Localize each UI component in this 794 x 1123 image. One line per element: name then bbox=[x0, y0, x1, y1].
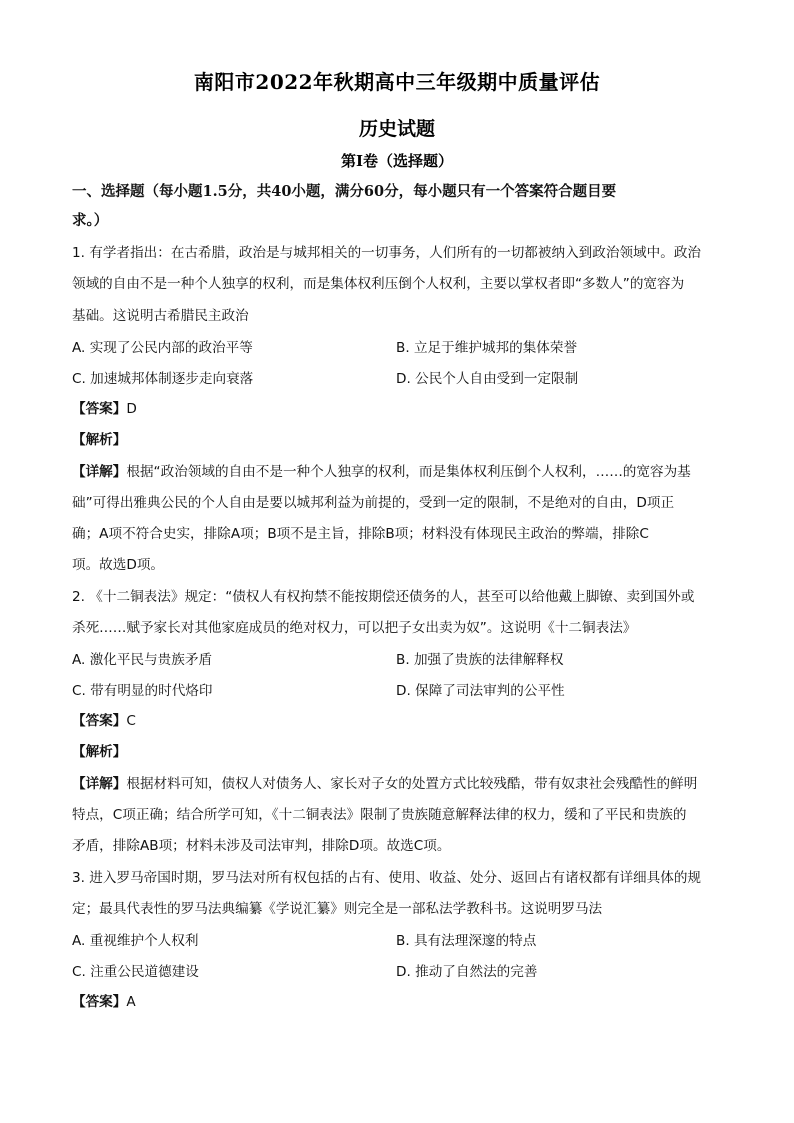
q3-stem-line-1: 3. 进入罗马帝国时期，罗马法对所有权包括的占有、使用、收益、处分、返回占有诸权都有详细具体的规 bbox=[72, 870, 702, 886]
q3-option-c: C. 注重公民道德建设 bbox=[72, 964, 199, 980]
q1-detail-text-1: 根据“政治领域的自由不是一种个人独享的权利，而是集体权利压倒个人权利，……的宽容为基 bbox=[126, 464, 691, 480]
q3-answer-tag: 【答案】 bbox=[72, 994, 127, 1010]
q1-answer bbox=[72, 399, 722, 419]
section-heading-line-1: 一、选择题（每小题1.5分，共40小题，满分60分，每小题只有一个答案符合题目要 bbox=[72, 183, 617, 200]
q2-option-c: C. 带有明显的时代烙印 bbox=[72, 683, 213, 699]
q2-detail-line-2: 特点，C项正确；结合所学可知，《十二铜表法》限制了贵族随意解释法律的权力，缓和了平民和贵族的 bbox=[72, 807, 687, 823]
q1-stem-line-2: 领域的自由不是一种个人独享的权利，而是集体权利压倒个人权利，主要以掌权者即“多数人”的宽容为 bbox=[72, 276, 685, 292]
q2-stem-line-1: 2. 《十二铜表法》规定：“债权人有权拘禁不能按期偿还债务的人，甚至可以给他戴上脚镣、卖到国外或 bbox=[72, 589, 695, 605]
q2-answer-tag: 【答案】 bbox=[72, 713, 127, 729]
q3-option-a: A. 重视维护个人权利 bbox=[72, 933, 199, 949]
q2-detail-text-1: 根据材料可知，债权人对债务人、家长对子女的处置方式比较残酷，带有奴隶社会残酷性的鲜明 bbox=[126, 776, 698, 792]
q1-option-b: B. 立足于维护城邦的集体荣誉 bbox=[396, 340, 578, 356]
q1-option-c: C. 加速城邦体制逐步走向衰落 bbox=[72, 371, 254, 387]
q1-answer-tag: 【答案】 bbox=[72, 401, 127, 417]
q1-option-d: D. 公民个人自由受到一定限制 bbox=[396, 371, 579, 387]
exam-title: 南阳市2022年秋期高中三年级期中质量评估 bbox=[193, 70, 601, 94]
q3-stem-line-2: 定；最具代表性的罗马法典编纂《学说汇纂》则完全是一部私法学教科书。这说明罗马法 bbox=[72, 901, 603, 917]
section-heading-line-2: 求。） bbox=[72, 212, 109, 229]
q1-detail-line-3: 确；A项不符合史实，排除A项；B项不是主旨，排除B项；材料没有体现民主政治的弊端，排除C bbox=[72, 526, 649, 542]
q3-answer bbox=[72, 992, 722, 1012]
q2-answer bbox=[72, 711, 722, 731]
q1-detail-tag: 【详解】 bbox=[72, 464, 127, 480]
exam-subject: 历史试题 bbox=[358, 118, 435, 140]
q2-detail-tag: 【详解】 bbox=[72, 776, 127, 792]
q2-option-a: A. 激化平民与贵族矛盾 bbox=[72, 652, 213, 668]
q1-option-a: A. 实现了公民内部的政治平等 bbox=[72, 340, 253, 356]
q1-stem-line-3: 基础。这说明古希腊民主政治 bbox=[72, 308, 249, 324]
q2-stem-line-2: 杀死……赋予家长对其他家庭成员的绝对权力，可以把子女出卖为奴”。这说明《十二铜表法》 bbox=[72, 620, 637, 636]
q1-detail-line-1 bbox=[72, 462, 722, 482]
volume-heading: 第Ⅰ卷（选择题） bbox=[340, 152, 454, 170]
q1-analysis-tag: 【解析】 bbox=[72, 432, 127, 448]
q1-detail-line-2: 础”可得出雅典公民的个人自由是要以城邦利益为前提的，受到一定的限制，不是绝对的自由，D项正 bbox=[72, 495, 675, 511]
q1-stem-line-1: 1. 有学者指出：在古希腊，政治是与城邦相关的一切事务，人们所有的一切都被纳入到政治领域中。政治 bbox=[72, 245, 702, 261]
q2-option-b: B. 加强了贵族的法律解释权 bbox=[396, 652, 564, 668]
q2-analysis-tag: 【解析】 bbox=[72, 744, 127, 760]
q1-detail-line-4: 项。故选D项。 bbox=[72, 557, 165, 573]
q1-answer-value: D bbox=[126, 401, 137, 417]
q2-option-d: D. 保障了司法审判的公平性 bbox=[396, 683, 565, 699]
q3-answer-value: A bbox=[126, 994, 136, 1010]
q3-option-b: B. 具有法理深邃的特点 bbox=[396, 933, 537, 949]
q3-option-d: D. 推动了自然法的完善 bbox=[396, 964, 538, 980]
q2-detail-line-1 bbox=[72, 774, 722, 794]
q2-detail-line-3: 矛盾，排除AB项；材料未涉及司法审判，排除D项。故选C项。 bbox=[72, 838, 451, 854]
q2-answer-value: C bbox=[126, 713, 136, 729]
